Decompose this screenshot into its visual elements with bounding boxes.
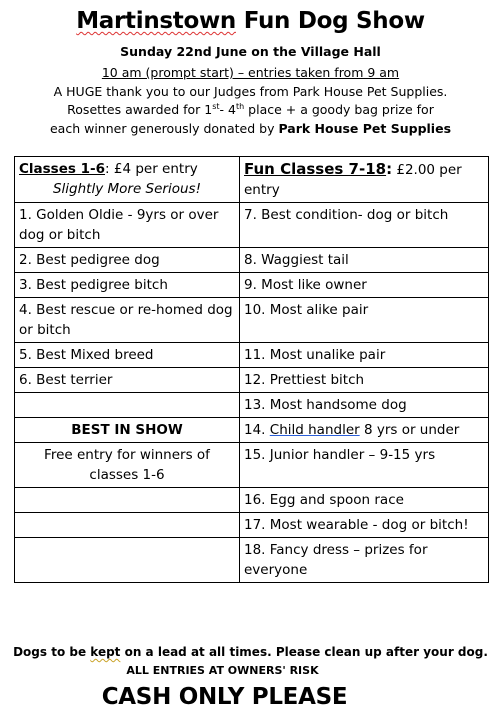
class-cell-empty: [15, 393, 240, 418]
table-row: [15, 203, 489, 248]
title-rest: Fun Dog Show: [236, 8, 425, 34]
class-cell: 3. Best pedigree bitch: [15, 273, 240, 298]
title-town: Martinstown: [76, 8, 236, 34]
header-left-colon: :: [105, 161, 110, 177]
class-cell: 7. Best condition- dog or bitch: [240, 203, 489, 248]
table-row: [15, 418, 489, 443]
child-handler-age: 8 yrs or under: [359, 422, 460, 438]
class-cell: 9. Most like owner: [240, 273, 489, 298]
free-entry-cell: Free entry for winners of classes 1-6: [15, 443, 240, 488]
class-cell: 11. Most unalike pair: [240, 343, 489, 368]
table-row: [15, 393, 489, 418]
header-right-colon: :: [386, 160, 393, 178]
sponsor-name: Park House Pet Supplies: [278, 121, 452, 136]
class-cell: 2. Best pedigree dog: [15, 248, 240, 273]
best-in-show-cell: BEST IN SHOW: [15, 418, 240, 443]
class-cell: 16. Egg and spoon race: [240, 488, 489, 513]
thanks-line: A HUGE thank you to our Judges from Park House Pet Supplies.: [53, 84, 448, 99]
cash-only-notice: CASH ONLY PLEASE: [101, 684, 348, 710]
header-fun-classes: [240, 157, 489, 203]
event-time: 10 am (prompt start) – entries taken from 9 am: [101, 65, 400, 80]
classes-table: [14, 156, 489, 583]
lead-notice-a: Dogs to be: [13, 645, 91, 659]
header-right-title: Fun Classes 7-18: [244, 160, 387, 178]
event-date: Sunday 22nd June on the Village Hall: [120, 44, 381, 59]
class-cell-empty: [15, 488, 240, 513]
child-handler-label: Child handler: [269, 422, 360, 438]
class-cell: 18. Fancy dress – prizes for everyone: [240, 538, 489, 583]
table-row: [15, 248, 489, 273]
header-right-price: £2.00 per entry: [244, 162, 462, 198]
table-row: [15, 513, 489, 538]
rosettes-text-a: Rosettes awarded for 1: [67, 102, 213, 118]
table-row: [15, 488, 489, 513]
header-left-title: Classes 1-6: [19, 161, 105, 177]
table-row: [15, 343, 489, 368]
table-row: [15, 538, 489, 583]
rosettes-sup-2: th: [235, 102, 245, 111]
owners-risk-notice: ALL ENTRIES AT OWNERS' RISK: [126, 664, 319, 677]
header-left-price: £4 per entry: [109, 161, 198, 177]
class-cell: 15. Junior handler – 9-15 yrs: [240, 443, 489, 488]
rosettes-sup-1: st: [212, 102, 220, 111]
class-cell-empty: [15, 513, 240, 538]
class-cell: 10. Most alike pair: [240, 298, 489, 343]
table-row: [15, 298, 489, 343]
class-cell: 17. Most wearable - dog or bitch!: [240, 513, 489, 538]
rosettes-text-b: - 4: [219, 102, 236, 118]
lead-notice-c: on a lead at all times. Please clean up after your dog.: [120, 645, 488, 659]
rosettes-line: [0, 102, 501, 117]
class-cell: 8. Waggiest tail: [240, 248, 489, 273]
page-title: [0, 8, 501, 34]
lead-notice-kept: kept: [90, 645, 121, 659]
class-cell: 1. Golden Oldie - 9yrs or over dog or bitch: [15, 203, 240, 248]
header-left-subtitle: Slightly More Serious!: [52, 181, 201, 197]
header-classes-1-6: [15, 157, 240, 203]
class-cell: 4. Best rescue or re-homed dog or bitch: [15, 298, 240, 343]
table-row: [15, 273, 489, 298]
sponsor-text: each winner generously donated by: [49, 121, 279, 136]
class-cell: 13. Most handsome dog: [240, 393, 489, 418]
rosettes-text-c: place + a goody bag prize for: [244, 102, 434, 118]
class-cell: 6. Best terrier: [15, 368, 240, 393]
class-cell: 5. Best Mixed breed: [15, 343, 240, 368]
table-row: [15, 443, 489, 488]
class-cell-empty: [15, 538, 240, 583]
sponsor-line: [0, 121, 501, 136]
table-header-row: [15, 157, 489, 203]
child-handler-num: 14.: [244, 422, 270, 438]
lead-notice: [0, 645, 501, 659]
class-cell: 12. Prettiest bitch: [240, 368, 489, 393]
class-cell: [240, 418, 489, 443]
table-row: [15, 368, 489, 393]
